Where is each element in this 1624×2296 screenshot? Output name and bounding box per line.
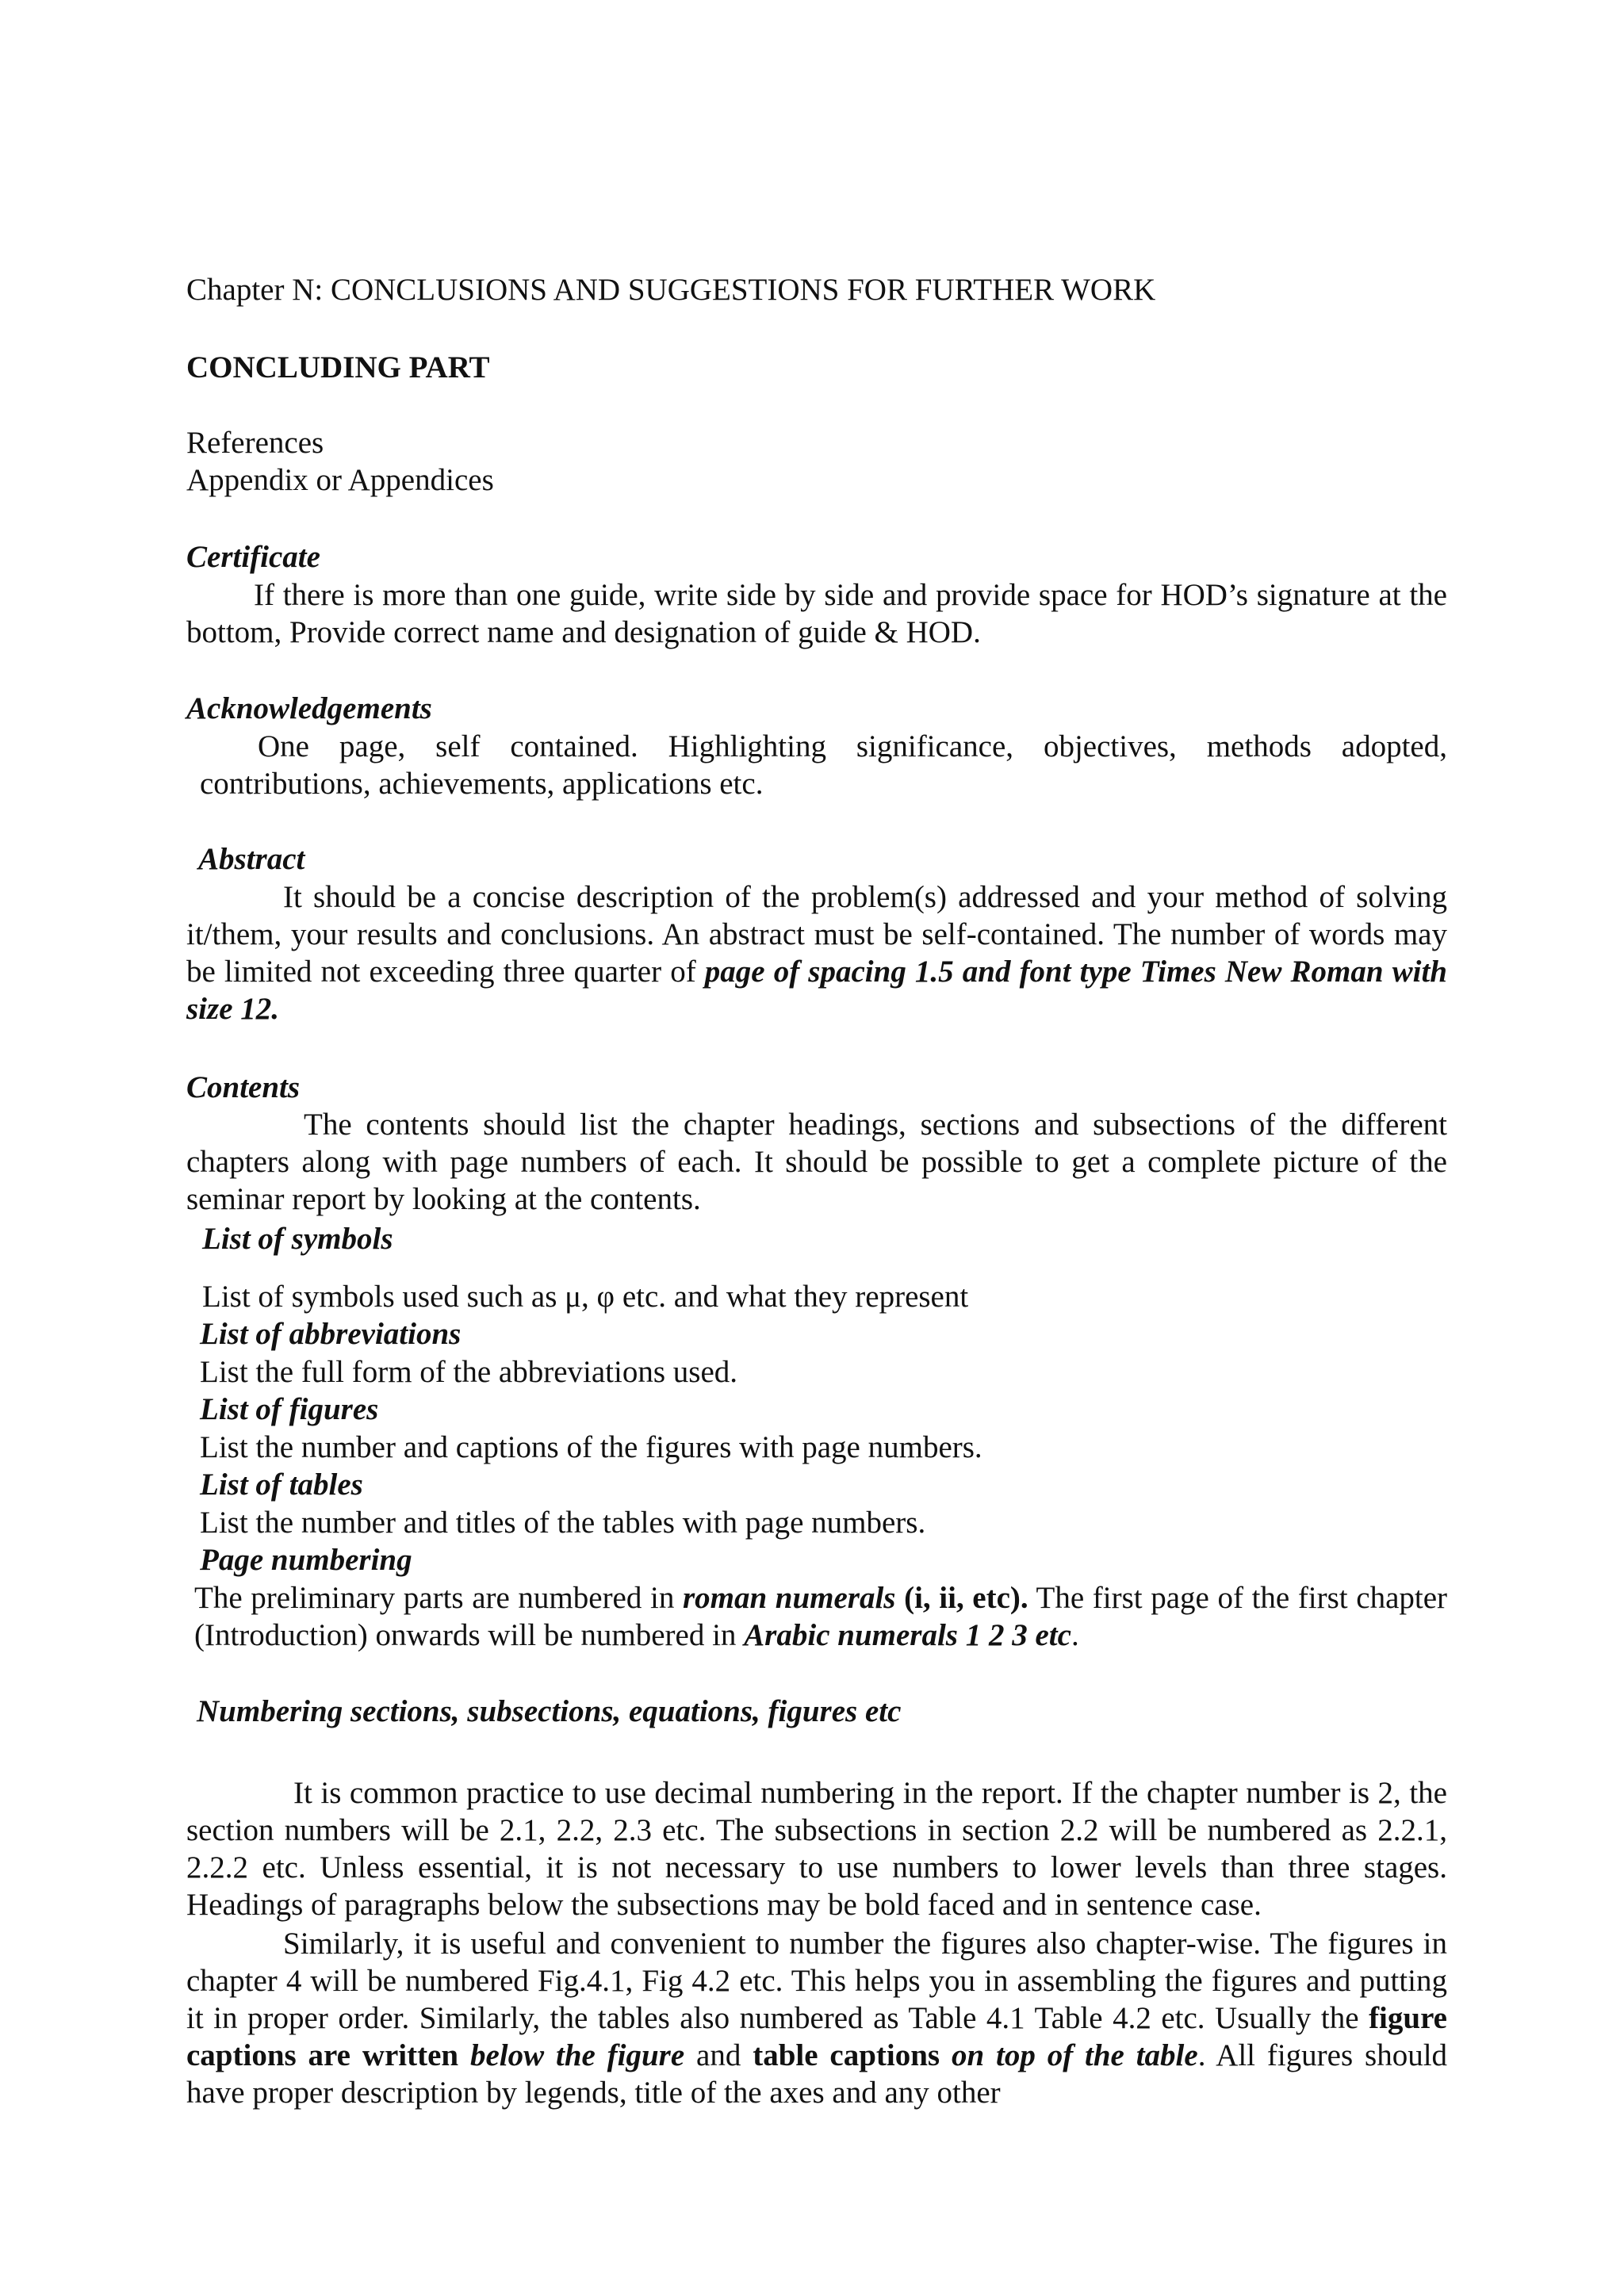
list-of-figures-body: List the number and captions of the figures with page numbers. <box>200 1430 982 1464</box>
appendix-item: Appendix or Appendices <box>186 463 494 497</box>
abstract-body-text: It should be a concise description of the problem(s) addressed and your method of solving it/them, your results and conclusions. An abstract must be self-contained. The number of words may be limited not exceeding three quarter of <box>186 880 1447 989</box>
abstract-body <box>186 878 1447 1027</box>
page-numbering-roman-examples: (i, ii, etc). <box>904 1581 1028 1615</box>
numbering-paragraph-1: It is common practice to use decimal numbering in the report. If the chapter number is 2, the section numbers will be 2.1, 2.2, 2.3 etc. The subsections in section 2.2 will be numbered as 2.2.1, 2.2.2 etc. Unless essential, it is not necessary to use numbers to lower levels than three stages. Headings of paragraphs below the subsections may be bold faced and in sentence case. <box>186 1776 1447 1922</box>
contents-heading: Contents <box>186 1070 301 1104</box>
abstract-heading: Abstract <box>198 842 305 876</box>
numbering-p2-below-figure: below the figure <box>469 2038 685 2072</box>
numbering-p2-space-2 <box>940 2038 952 2072</box>
page-numbering-roman: roman numerals <box>682 1581 896 1615</box>
numbering-p2-and: and <box>684 2038 753 2072</box>
numbering-sections-heading: Numbering sections, subsections, equations, figures etc <box>197 1694 902 1728</box>
list-of-symbols-heading: List of symbols <box>202 1222 393 1256</box>
numbering-p2-space-1 <box>458 2038 470 2072</box>
page-numbering-body <box>194 1579 1447 1654</box>
page-numbering-arabic: Arabic numerals 1 2 3 etc <box>744 1618 1071 1652</box>
list-of-symbols-body: List of symbols used such as μ, φ etc. and what they represent <box>202 1280 969 1314</box>
list-of-tables-body: List the number and titles of the tables with page numbers. <box>200 1506 926 1540</box>
abstract-body-emphasis: page of spacing 1.5 and font type Times New Roman with size 12. <box>186 955 1447 1026</box>
contents-body: The contents should list the chapter headings, sections and subsections of the different chapters along with page numbers of each. It should be possible to get a complete picture of the seminar report by looking at the contents. <box>186 1108 1447 1216</box>
page-numbering-heading: Page numbering <box>200 1543 412 1577</box>
certificate-body: If there is more than one guide, write side by side and provide space for HOD’s signature at the bottom, Provide correct name and designation of guide & HOD. <box>186 578 1447 649</box>
numbering-p2-table-captions: table captions <box>753 2038 940 2072</box>
numbering-p2-on-top: on top of the table <box>951 2038 1198 2072</box>
certificate-heading: Certificate <box>186 540 320 574</box>
list-of-tables-heading: List of tables <box>200 1468 363 1502</box>
list-of-figures-heading: List of figures <box>200 1392 379 1426</box>
numbering-paragraph-2 <box>186 1925 1447 2111</box>
list-of-abbreviations-heading: List of abbreviations <box>200 1317 462 1351</box>
acknowledgements-heading: Acknowledgements <box>186 691 432 725</box>
page-numbering-text-1: The preliminary parts are numbered in <box>194 1581 683 1615</box>
list-of-abbreviations-body: List the full form of the abbreviations used. <box>200 1355 738 1389</box>
page-numbering-period: . <box>1071 1618 1079 1652</box>
numbering-p2-text-1: Similarly, it is useful and convenient to number the figures also chapter-wise. The figures in chapter 4 will be numbered Fig.4.1, Fig 4.2 etc. This helps you in assembling the figures and putting it in proper order. Similarly, the tables also numbered as Table 4.1 Table 4.2 etc. Usually the <box>186 1927 1447 2035</box>
chapter-title: Chapter N: CONCLUSIONS AND SUGGESTIONS FOR FURTHER WORK <box>186 273 1156 307</box>
references-item: References <box>186 426 324 460</box>
acknowledgements-body: One page, self contained. Highlighting significance, objectives, methods adopted, contributions, achievements, applications etc. <box>200 729 1447 801</box>
numbering-p2-text-2: . All figures should have proper description by legends, title of the axes and any other <box>186 2038 1448 2110</box>
page-numbering-text-2: The first page of the first chapter (Introduction) onwards will be numbered in <box>194 1581 1448 1652</box>
concluding-part-heading: CONCLUDING PART <box>186 350 490 385</box>
page-numbering-space <box>895 1581 904 1615</box>
numbering-p2-figure-captions: figure captions are written <box>186 2001 1447 2072</box>
